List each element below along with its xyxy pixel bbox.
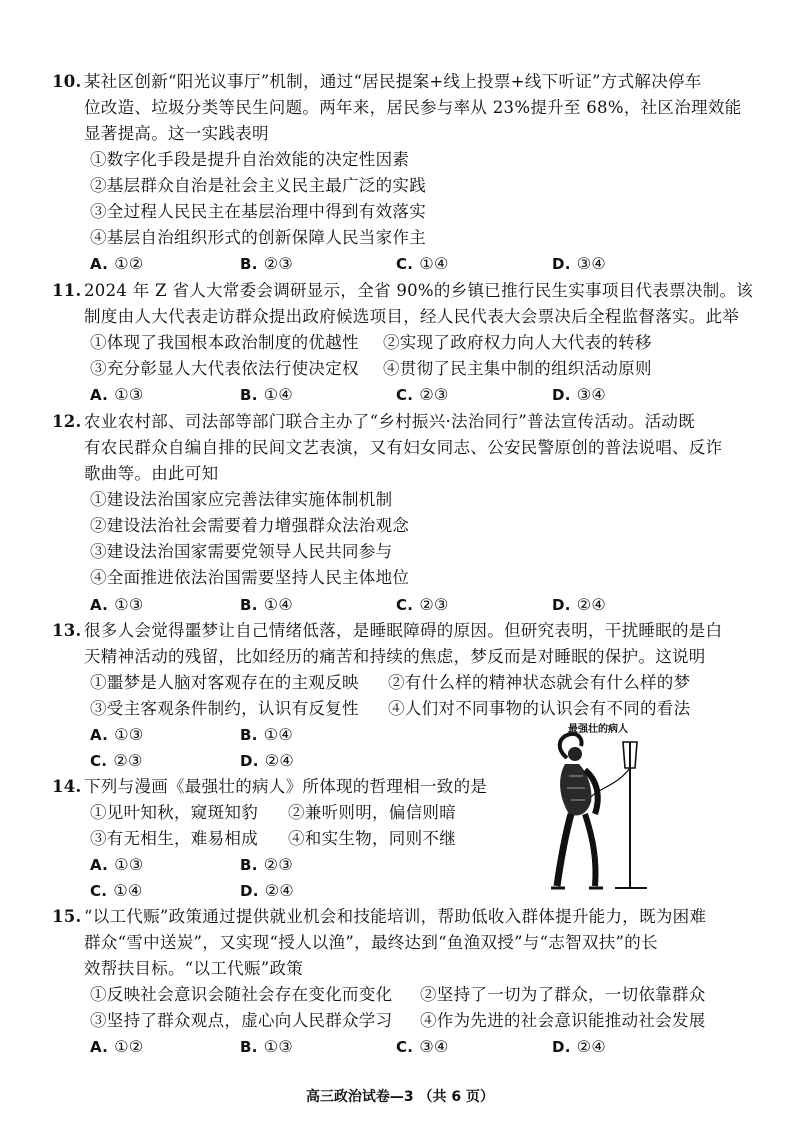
answer-option-a: A. ①③: [90, 855, 144, 874]
answer-option-d: D. ②④: [552, 1037, 607, 1056]
answer-option-c: C. ①④: [396, 254, 449, 273]
statement-item: ②有什么样的精神状态就会有什么样的梦: [388, 673, 691, 692]
statement-item: ④作为先进的社会意识能推动社会发展: [420, 1011, 706, 1030]
question-stem-line: 天精神活动的残留，比如经历的痛苦和持续的焦虑，梦反而是对睡眠的保护。这说明: [84, 647, 706, 666]
statement-item: ②基层群众自治是社会主义民主最广泛的实践: [90, 176, 426, 195]
question-stem-line: 2024 年 Z 省人大常委会调研显示，全省 90%的乡镇已推行民生实事项目代表票决制。该: [84, 281, 754, 300]
answer-option-a: A. ①②: [90, 1037, 144, 1056]
statement-item: ①反映社会意识会随社会存在变化而变化: [90, 985, 393, 1004]
question-number: 13.: [52, 621, 82, 640]
statement-item: ①见叶知秋，窥斑知豹: [90, 803, 258, 822]
strong-patient-cartoon-icon: [535, 718, 665, 900]
statement-item: ③有无相生，难易相成: [90, 829, 258, 848]
question-stem-line: 显著提高。这一实践表明: [84, 124, 269, 143]
statement-item: ④基层自治组织形式的创新保障人民当家作主: [90, 228, 426, 247]
statement-item: ②实现了政府权力向人大代表的转移: [383, 333, 652, 352]
statement-item: ①噩梦是人脑对客观存在的主观反映: [90, 673, 359, 692]
answer-option-d: D. ②④: [240, 751, 295, 770]
statement-item: ③全过程人民民主在基层治理中得到有效落实: [90, 202, 426, 221]
question-number: 10.: [52, 72, 82, 91]
statement-item: ②坚持了一切为了群众，一切依靠群众: [420, 985, 706, 1004]
answer-option-a: A. ①③: [90, 725, 144, 744]
answer-option-b: B. ①④: [240, 385, 294, 404]
question-stem-line: 制度由人大代表走访群众提出政府候选项目，经人民代表大会票决后全程监督落实。此举: [84, 307, 740, 326]
answer-option-d: D. ②④: [552, 595, 607, 614]
question-stem-line: “以工代赈”政策通过提供就业机会和技能培训，帮助低收入群体提升能力，既为困难: [84, 907, 707, 926]
statement-item: ①数字化手段是提升自治效能的决定性因素: [90, 150, 410, 169]
answer-option-a: A. ①③: [90, 385, 144, 404]
answer-option-d: D. ③④: [552, 385, 607, 404]
answer-option-c: C. ③④: [396, 1037, 449, 1056]
answer-option-b: B. ①④: [240, 595, 294, 614]
question-number: 14.: [52, 777, 82, 796]
question-stem-line: 位改造、垃圾分类等民生问题。两年来，居民参与率从 23%提升至 68%，社区治理效能: [84, 98, 742, 117]
answer-option-d: D. ③④: [552, 254, 607, 273]
cartoon-caption: 最强壮的病人: [568, 724, 628, 735]
question-stem-line: 群众“雪中送炭”，又实现“授人以渔”，最终达到“鱼渔双授”与“志智双扶”的长: [84, 933, 658, 952]
statement-item: ②兼听则明，偏信则暗: [288, 803, 456, 822]
question-number: 12.: [52, 412, 82, 431]
answer-option-a: A. ①③: [90, 595, 144, 614]
answer-option-c: C. ②③: [90, 751, 143, 770]
question-stem-line: 效帮扶目标。“以工代赈”政策: [84, 959, 304, 978]
question-stem-line: 有农民群众自编自排的民间文艺表演，又有妇女同志、公安民警原创的普法说唱、反诈: [84, 438, 723, 457]
statement-item: ④贯彻了民主集中制的组织活动原则: [383, 359, 652, 378]
question-stem-line: 下列与漫画《最强壮的病人》所体现的哲理相一致的是: [84, 777, 488, 796]
statement-item: ④人们对不同事物的认识会有不同的看法: [388, 699, 691, 718]
question-number: 11.: [52, 281, 82, 300]
statement-item: ④全面推进依法治国需要坚持人民主体地位: [90, 568, 410, 587]
question-number: 15.: [52, 907, 82, 926]
answer-option-b: B. ①③: [240, 1037, 294, 1056]
statement-item: ③充分彰显人大代表依法行使决定权: [90, 359, 359, 378]
answer-option-b: B. ②③: [240, 254, 294, 273]
statement-item: ③建设法治国家需要党领导人民共同参与: [90, 542, 393, 561]
statement-item: ④和实生物，同则不继: [288, 829, 456, 848]
answer-option-c: C. ①④: [90, 881, 143, 900]
statement-item: ③坚持了群众观点，虚心向人民群众学习: [90, 1011, 393, 1030]
statement-item: ①建设法治国家应完善法律实施体制机制: [90, 490, 393, 509]
page-footer: 高三政治试卷—3 （共 6 页）: [305, 1089, 495, 1105]
answer-option-b: B. ②③: [240, 855, 294, 874]
answer-option-c: C. ②③: [396, 595, 449, 614]
statement-item: ③受主客观条件制约，认识有反复性: [90, 699, 359, 718]
statement-item: ①体现了我国根本政治制度的优越性: [90, 333, 359, 352]
question-stem-line: 农业农村部、司法部等部门联合主办了“乡村振兴·法治同行”普法宣传活动。活动既: [84, 412, 696, 431]
answer-option-a: A. ①②: [90, 254, 144, 273]
answer-option-c: C. ②③: [396, 385, 449, 404]
answer-option-b: B. ①④: [240, 725, 294, 744]
question-stem-line: 某社区创新“阳光议事厅”机制，通过“居民提案+线上投票+线下听证”方式解决停车: [84, 72, 702, 91]
answer-option-d: D. ②④: [240, 881, 295, 900]
question-stem-line: 歌曲等。由此可知: [84, 464, 219, 483]
question-stem-line: 很多人会觉得噩梦让自己情绪低落，是睡眠障碍的原因。但研究表明，干扰睡眠的是白: [84, 621, 723, 640]
statement-item: ②建设法治社会需要着力增强群众法治观念: [90, 516, 410, 535]
